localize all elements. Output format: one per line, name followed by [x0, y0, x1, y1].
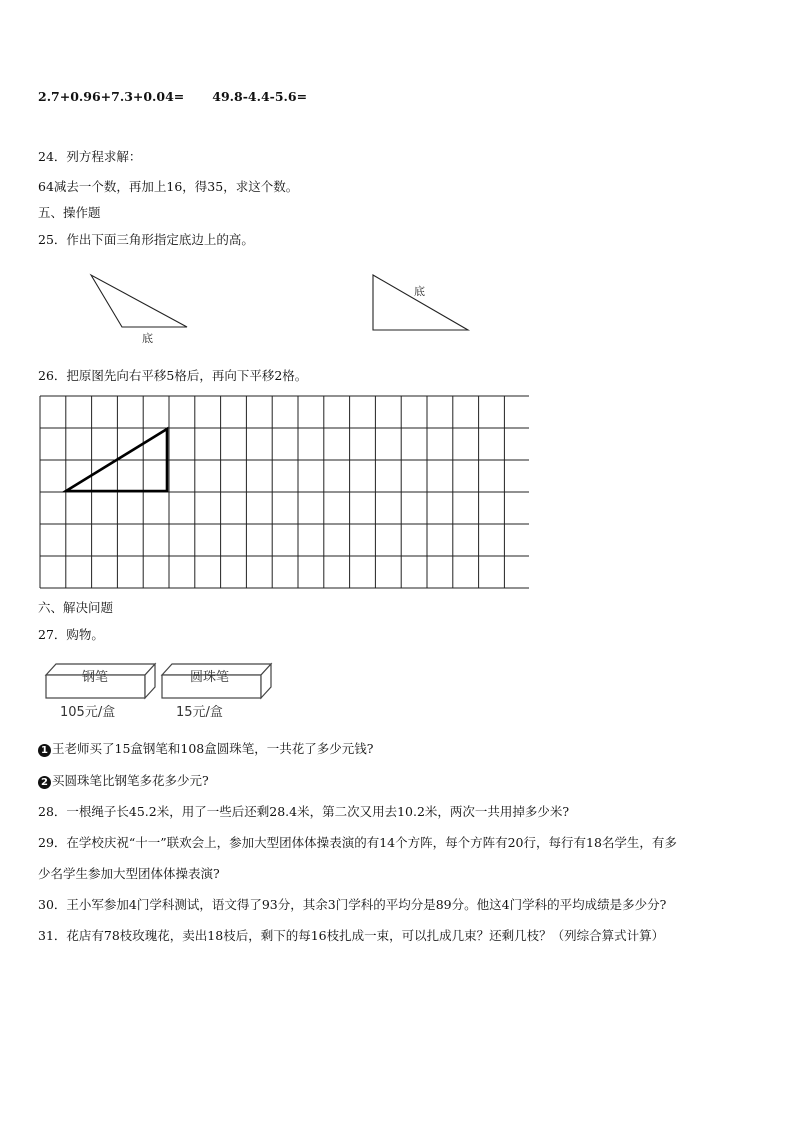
- calc-expression-2: 49.8-4.4-5.6=: [212, 89, 308, 104]
- q25-title: 25．作出下面三角形指定底边上的高。: [38, 232, 254, 247]
- q26-grid: [39, 395, 529, 589]
- q30-text: 30．王小军参加4门学科测试，语文得了93分，其余3门学科的平均分是89分。他这4门学科的平均成绩是多少分?: [38, 897, 667, 912]
- section-6-heading: 六、解决问题: [38, 600, 114, 615]
- circled-number-2: 2: [38, 776, 51, 789]
- q24-text: 64减去一个数，再加上16，得35，求这个数。: [38, 179, 299, 194]
- triangle-1-base-label: 底: [142, 332, 153, 345]
- q27-sub-question-1-text: 王老师买了15盒钢笔和108盒圆珠笔，一共花了多少元钱?: [52, 741, 374, 756]
- calc-line: [38, 89, 307, 104]
- pen-box-label: 钢笔: [82, 670, 109, 685]
- q29-line-2: 少名学生参加大型团体体操表演?: [38, 866, 220, 881]
- section-5-heading: 五、操作题: [38, 205, 101, 220]
- calc-expression-1: 2.7+0.96+7.3+0.04=: [38, 89, 185, 104]
- triangle-2-base-label: 底: [414, 285, 425, 298]
- q25-triangles: [80, 265, 480, 350]
- ballpoint-box-price: 15元/盒: [176, 705, 223, 720]
- q27-sub-question-2-text: 买圆珠笔比钢笔多花多少元?: [52, 773, 209, 788]
- q29-line-1: 29．在学校庆祝“十一”联欢会上，参加大型团体体操表演的有14个方阵，每个方阵有20行，每行有18名学生，有多: [38, 835, 677, 850]
- pen-box-price: 105元/盒: [60, 705, 116, 720]
- q31-text: 31．花店有78枝玫瑰花，卖出18枝后，剩下的每16枝扎成一束，可以扎成几束？还剩几枝？（列综合算式计算）: [38, 928, 665, 943]
- triangle-2: [373, 275, 468, 330]
- ballpoint-box-label: 圆珠笔: [190, 670, 230, 685]
- q27-sub-question-2: [38, 771, 209, 789]
- q27-sub-question-1: [38, 739, 373, 757]
- q28-text: 28．一根绳子长45.2米，用了一些后还剩28.4米，第二次又用去10.2米，两次一共用掉多少米?: [38, 804, 570, 819]
- q27-title: 27．购物。: [38, 627, 104, 642]
- triangle-1: [91, 275, 187, 327]
- q27-boxes: [42, 660, 282, 724]
- pen-box: [46, 664, 155, 720]
- ballpoint-box: [162, 664, 271, 720]
- q26-title: 26．把原图先向右平移5格后，再向下平移2格。: [38, 368, 308, 383]
- circled-number-1: 1: [38, 744, 51, 757]
- q24-title: 24．列方程求解：: [38, 149, 142, 164]
